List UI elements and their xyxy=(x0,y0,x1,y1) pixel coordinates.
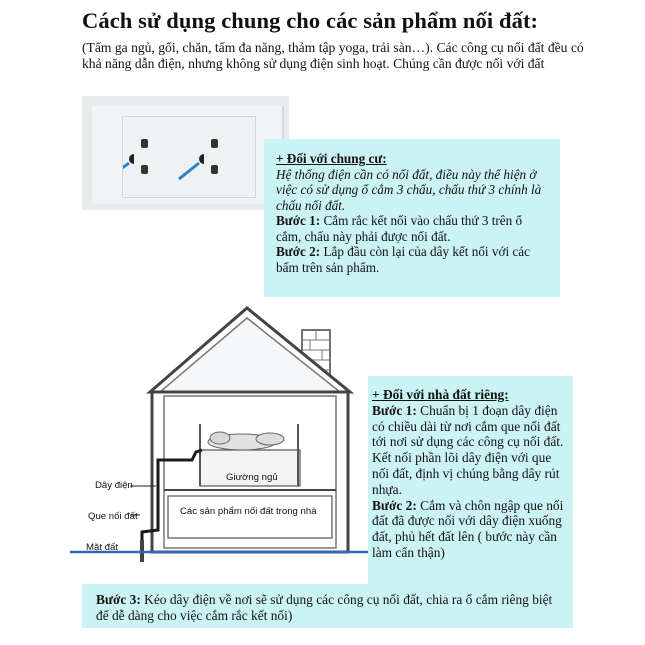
house-step1-text2: Kết nối phần lõi dây điện với que nối đất, định vị chúng bằng dây rút nhựa. xyxy=(372,450,560,497)
apartment-step1-label: Bước 1: xyxy=(276,213,321,228)
apartment-step2-text: Lắp đầu còn lại của dây kết nối với các bấm trên sản phẩm. xyxy=(276,244,530,275)
house-heading: + Đối với nhà đất riêng: xyxy=(372,387,509,402)
apartment-step1-text: Cắm rắc kết nối vào chấu thứ 3 trên ổ cắm, chấu này phải được nối đất. xyxy=(276,213,523,244)
page-title: Cách sử dụng chung cho các sản phẩm nối đất: xyxy=(82,8,539,33)
wire-label: Dây điện xyxy=(95,480,133,491)
house-step2-text: Cắm và chôn ngập que nối đất đã được nối với dây điện xuống đất, phủ hết đất lên ( bước này cần làm cẩn thận) xyxy=(372,497,564,560)
step3-instructions xyxy=(82,584,573,628)
products-label: Các sản phẩm nối đất trong nhà xyxy=(180,506,317,517)
ground-label: Mặt đất xyxy=(86,542,118,553)
wall-plate xyxy=(92,106,284,204)
house-diagram xyxy=(70,300,370,570)
house-step1-label: Bước 1: xyxy=(372,402,417,418)
house-instructions xyxy=(368,376,573,595)
apartment-description: Hệ thống điện cần có nối đất, điều này thể hiện ở việc có sử dụng ổ cắm 3 chấu, chấu thứ 3 chính là chấu nối đất. xyxy=(276,166,542,213)
socket-panel xyxy=(122,116,256,198)
apartment-step2-label: Bước 2: xyxy=(276,244,321,259)
rod-label: Que nối đất xyxy=(88,511,138,522)
step3-label: Bước 3: xyxy=(96,592,141,607)
bed-label: Giường ngủ xyxy=(226,472,278,483)
house-step2-label: Bước 2: xyxy=(372,497,417,513)
intro-paragraph: (Tấm ga ngủ, gối, chăn, tấm đa năng, thảm tập yoga, trải sàn…). Các công cụ nối đất đều có khả năng dẫn điện, nhưng không sử dụng điện sinh hoạt. Chúng cần được nối với đất xyxy=(82,40,584,71)
socket-outlets xyxy=(123,117,255,197)
house-step1-text: Chuẩn bị 1 đoạn dây điện có chiều dài từ nơi cắm que nối đất tới nơi sử dụng các công cụ nối đất. xyxy=(372,402,564,450)
socket-photo xyxy=(82,96,289,210)
apartment-instructions xyxy=(264,139,560,297)
step3-text: Kéo dây điện về nơi sẽ sử dụng các công cụ nối đất, chia ra ổ cắm riêng biệt để dễ dàng cho việc cắm rắc kết nối) xyxy=(96,592,553,623)
apartment-heading: + Đối với chung cư: xyxy=(276,151,387,166)
